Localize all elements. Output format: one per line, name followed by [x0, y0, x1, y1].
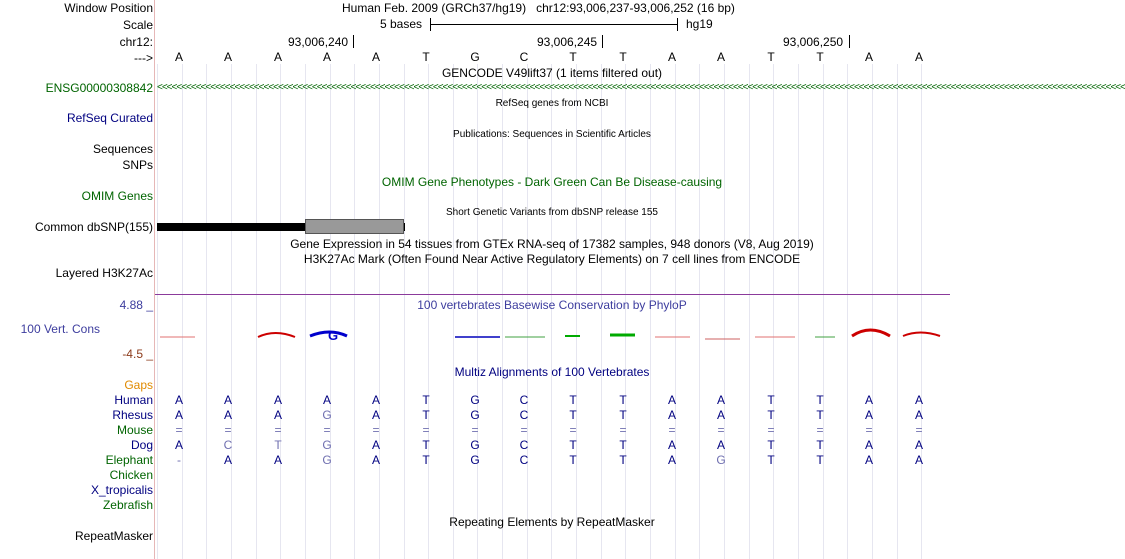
- alignment-base: G: [322, 438, 332, 452]
- refseq-track-title: RefSeq genes from NCBI: [495, 98, 609, 109]
- alignment-base: =: [816, 423, 824, 437]
- grid-line: [330, 64, 331, 559]
- alignment-base: T: [767, 393, 775, 407]
- alignment-base: A: [716, 393, 725, 407]
- alignment-base: A: [864, 438, 873, 452]
- strand-arrow-label: --->: [134, 51, 153, 65]
- ruler-tick-3: [849, 35, 850, 48]
- scale-bar-left-tick: [430, 18, 431, 31]
- gtex-track-title: Gene Expression in 54 tissues from GTEx RNA-seq of 17382 samples, 948 donors (V8, Aug 2019): [290, 237, 814, 251]
- species-label-human[interactable]: Human: [114, 393, 153, 407]
- sequence-base: A: [371, 50, 380, 64]
- alignment-base: A: [667, 393, 676, 407]
- sequences-track-label[interactable]: Sequences: [92, 142, 153, 156]
- species-label-x-tropicalis[interactable]: X_tropicalis: [90, 483, 153, 497]
- sequence-base: A: [322, 50, 331, 64]
- alignment-base: A: [371, 408, 380, 422]
- gencode-item-label[interactable]: ENSG00000308842: [45, 81, 153, 95]
- alignment-base: A: [174, 408, 183, 422]
- alignment-base: A: [322, 393, 331, 407]
- alignment-base: A: [667, 408, 676, 422]
- alignment-base: A: [223, 453, 232, 467]
- species-label-dog[interactable]: Dog: [130, 438, 153, 452]
- sequence-base: T: [619, 50, 627, 64]
- scale-bar-right-tick: [677, 18, 678, 31]
- alignment-base: A: [716, 408, 725, 422]
- multiz-track-title: Multiz Alignments of 100 Vertebrates: [454, 365, 650, 379]
- alignment-base: T: [619, 438, 627, 452]
- grid-line: [256, 64, 257, 559]
- grid-line: [157, 64, 158, 559]
- sequence-base: A: [914, 50, 923, 64]
- alignment-base: A: [914, 408, 923, 422]
- dbsnp-variant-highlight[interactable]: [305, 219, 404, 234]
- grid-line: [206, 64, 207, 559]
- alignment-base: A: [914, 453, 923, 467]
- sequence-base: T: [816, 50, 824, 64]
- alignment-base: A: [914, 393, 923, 407]
- sequence-base: C: [519, 50, 529, 64]
- grid-line: [773, 64, 774, 559]
- track-separator-line: [155, 294, 950, 295]
- alignment-base: G: [470, 393, 480, 407]
- alignment-base: T: [816, 453, 824, 467]
- alignment-base: G: [470, 453, 480, 467]
- alignment-base: T: [767, 453, 775, 467]
- alignment-base: T: [569, 393, 577, 407]
- alignment-base: =: [668, 423, 676, 437]
- gencode-gene-feature[interactable]: <<<<<<<<<<<<<<<<<<<<<<<<<<<<<<<<<<<<<<<<<<<<<<<<<<<<<<<<<<<<<<<<<<<<<<<<<<<<<<<<<<<<<<<<<<<<<<<<<<<<<<<<<<<<<<<<<<<<<<<<<<<<<<<<<<<<<<<<<<<<<<<<<<<<<<<<<<<<<<<<<<<<<<<<<<<<<<<<<<<<<<<<<<<<<<<<<<<<<<<<: [157, 82, 1125, 93]
- grid-line: [404, 64, 405, 559]
- grid-line: [379, 64, 380, 559]
- alignment-base: T: [816, 408, 824, 422]
- alignment-base: T: [619, 408, 627, 422]
- gencode-track-title: GENCODE V49lift37 (1 items filtered out): [441, 66, 663, 80]
- alignment-base: T: [274, 438, 282, 452]
- alignment-base: A: [371, 393, 380, 407]
- grid-line: [897, 64, 898, 559]
- grid-line: [305, 64, 306, 559]
- alignment-base: A: [174, 393, 183, 407]
- alignment-base: A: [667, 438, 676, 452]
- alignment-base: C: [223, 438, 233, 452]
- phylop-track-title: 100 vertebrates Basewise Conservation by PhyloP: [417, 298, 687, 312]
- repeatmasker-track-label[interactable]: RepeatMasker: [74, 529, 153, 543]
- alignment-base: A: [223, 393, 232, 407]
- alignment-base: G: [716, 453, 726, 467]
- grid-line: [354, 64, 355, 559]
- alignment-base: A: [371, 438, 380, 452]
- alignment-base: A: [864, 453, 873, 467]
- alignment-base: =: [224, 423, 232, 437]
- ruler-position-1: 93,006,240: [288, 35, 349, 49]
- alignment-base: A: [667, 453, 676, 467]
- sequence-base: G: [470, 50, 480, 64]
- sequence-base: A: [716, 50, 725, 64]
- species-label-zebrafish[interactable]: Zebrafish: [102, 498, 153, 512]
- alignment-base: T: [767, 408, 775, 422]
- alignment-base: A: [273, 393, 282, 407]
- alignment-base: A: [864, 393, 873, 407]
- scale-label: Scale: [122, 18, 153, 32]
- grid-line: [847, 64, 848, 559]
- h3k27ac-track-label[interactable]: Layered H3K27Ac: [55, 266, 153, 280]
- alignment-base: =: [175, 423, 183, 437]
- alignment-base: T: [619, 453, 627, 467]
- sequence-base: A: [864, 50, 873, 64]
- alignment-base: A: [914, 438, 923, 452]
- omim-track-label[interactable]: OMIM Genes: [81, 189, 153, 203]
- alignment-base: C: [519, 393, 529, 407]
- phylop-track-label[interactable]: 100 Vert. Cons: [20, 322, 100, 336]
- scale-bar: [430, 24, 678, 25]
- alignment-base: T: [767, 438, 775, 452]
- sequence-base: T: [422, 50, 430, 64]
- alignment-base: =: [422, 423, 430, 437]
- repeatmasker-track-title: Repeating Elements by RepeatMasker: [449, 515, 655, 529]
- alignment-base: A: [273, 408, 282, 422]
- alignment-base: T: [569, 438, 577, 452]
- alignment-base: C: [519, 408, 529, 422]
- grid-line: [872, 64, 873, 559]
- ruler-position-3: 93,006,250: [783, 35, 844, 49]
- window-position-label: Window Position: [64, 1, 153, 15]
- alignment-base: =: [915, 423, 923, 437]
- sequence-base: A: [223, 50, 232, 64]
- alignment-base: A: [371, 453, 380, 467]
- grid-line: [182, 64, 183, 559]
- phylop-conservation-graph[interactable]: [155, 320, 950, 350]
- alignment-base: A: [716, 438, 725, 452]
- grid-line: [231, 64, 232, 559]
- sequence-base: A: [174, 50, 183, 64]
- omim-track-title: OMIM Gene Phenotypes - Dark Green Can Be Disease-causing: [381, 175, 723, 189]
- grid-line: [699, 64, 700, 559]
- alignment-base: G: [322, 408, 332, 422]
- species-label-rhesus[interactable]: Rhesus: [112, 408, 153, 422]
- alignment-base: G: [470, 408, 480, 422]
- grid-line: [280, 64, 281, 559]
- h3k27ac-track-title: H3K27Ac Mark (Often Found Near Active Regulatory Elements) on 7 cell lines from ENCODE: [303, 252, 801, 266]
- ruler-position-2: 93,006,245: [537, 35, 598, 49]
- alignment-base: G: [470, 438, 480, 452]
- chrom-label: chr12:: [119, 35, 153, 49]
- publications-track-title: Publications: Sequences in Scientific Articles: [453, 129, 651, 140]
- alignment-base: A: [174, 438, 183, 452]
- gaps-track-label[interactable]: Gaps: [124, 378, 153, 392]
- grid-line: [724, 64, 725, 559]
- ruler-tick-1: [353, 35, 354, 48]
- phylop-glyph: G: [328, 328, 339, 343]
- grid-line: [823, 64, 824, 559]
- species-label-chicken[interactable]: Chicken: [109, 468, 153, 482]
- alignment-base: =: [323, 423, 331, 437]
- alignment-base: T: [422, 438, 430, 452]
- alignment-base: T: [816, 438, 824, 452]
- alignment-base: T: [422, 453, 430, 467]
- sequence-base: T: [767, 50, 775, 64]
- refseq-track-label[interactable]: RefSeq Curated: [66, 111, 153, 125]
- scale-db-label: hg19: [686, 17, 713, 31]
- alignment-base: T: [569, 453, 577, 467]
- grid-line: [749, 64, 750, 559]
- phylop-min-value: -4.5 _: [122, 347, 153, 361]
- alignment-base: -: [177, 453, 181, 467]
- alignment-base: =: [569, 423, 577, 437]
- alignment-base: C: [519, 438, 529, 452]
- species-label-mouse[interactable]: Mouse: [116, 423, 153, 437]
- alignment-base: =: [471, 423, 479, 437]
- alignment-base: A: [864, 408, 873, 422]
- alignment-base: =: [717, 423, 725, 437]
- alignment-base: T: [816, 393, 824, 407]
- alignment-base: =: [274, 423, 282, 437]
- sequence-base: A: [667, 50, 676, 64]
- alignment-base: =: [619, 423, 627, 437]
- alignment-base: =: [372, 423, 380, 437]
- scale-bar-label: 5 bases: [380, 17, 423, 31]
- alignment-base: =: [865, 423, 873, 437]
- sequence-base: A: [273, 50, 282, 64]
- alignment-base: T: [619, 393, 627, 407]
- alignment-base: C: [519, 453, 529, 467]
- phylop-max-value: 4.88 _: [119, 298, 153, 312]
- grid-line: [798, 64, 799, 559]
- species-label-elephant[interactable]: Elephant: [105, 453, 153, 467]
- window-position-text: Human Feb. 2009 (GRCh37/hg19) chr12:93,006,237-93,006,252 (16 bp): [342, 1, 735, 15]
- dbsnp-track-label[interactable]: Common dbSNP(155): [34, 220, 153, 234]
- alignment-base: =: [520, 423, 528, 437]
- grid-line: [921, 64, 922, 559]
- alignment-base: T: [422, 393, 430, 407]
- snps-track-label[interactable]: SNPs: [122, 158, 153, 172]
- sequence-base: T: [569, 50, 577, 64]
- dbsnp-track-title: Short Genetic Variants from dbSNP release 155: [446, 207, 658, 218]
- alignment-base: G: [322, 453, 332, 467]
- alignment-base: =: [767, 423, 775, 437]
- alignment-base: T: [422, 408, 430, 422]
- alignment-base: T: [569, 408, 577, 422]
- ruler-tick-2: [602, 35, 603, 48]
- alignment-base: A: [273, 453, 282, 467]
- alignment-base: A: [223, 408, 232, 422]
